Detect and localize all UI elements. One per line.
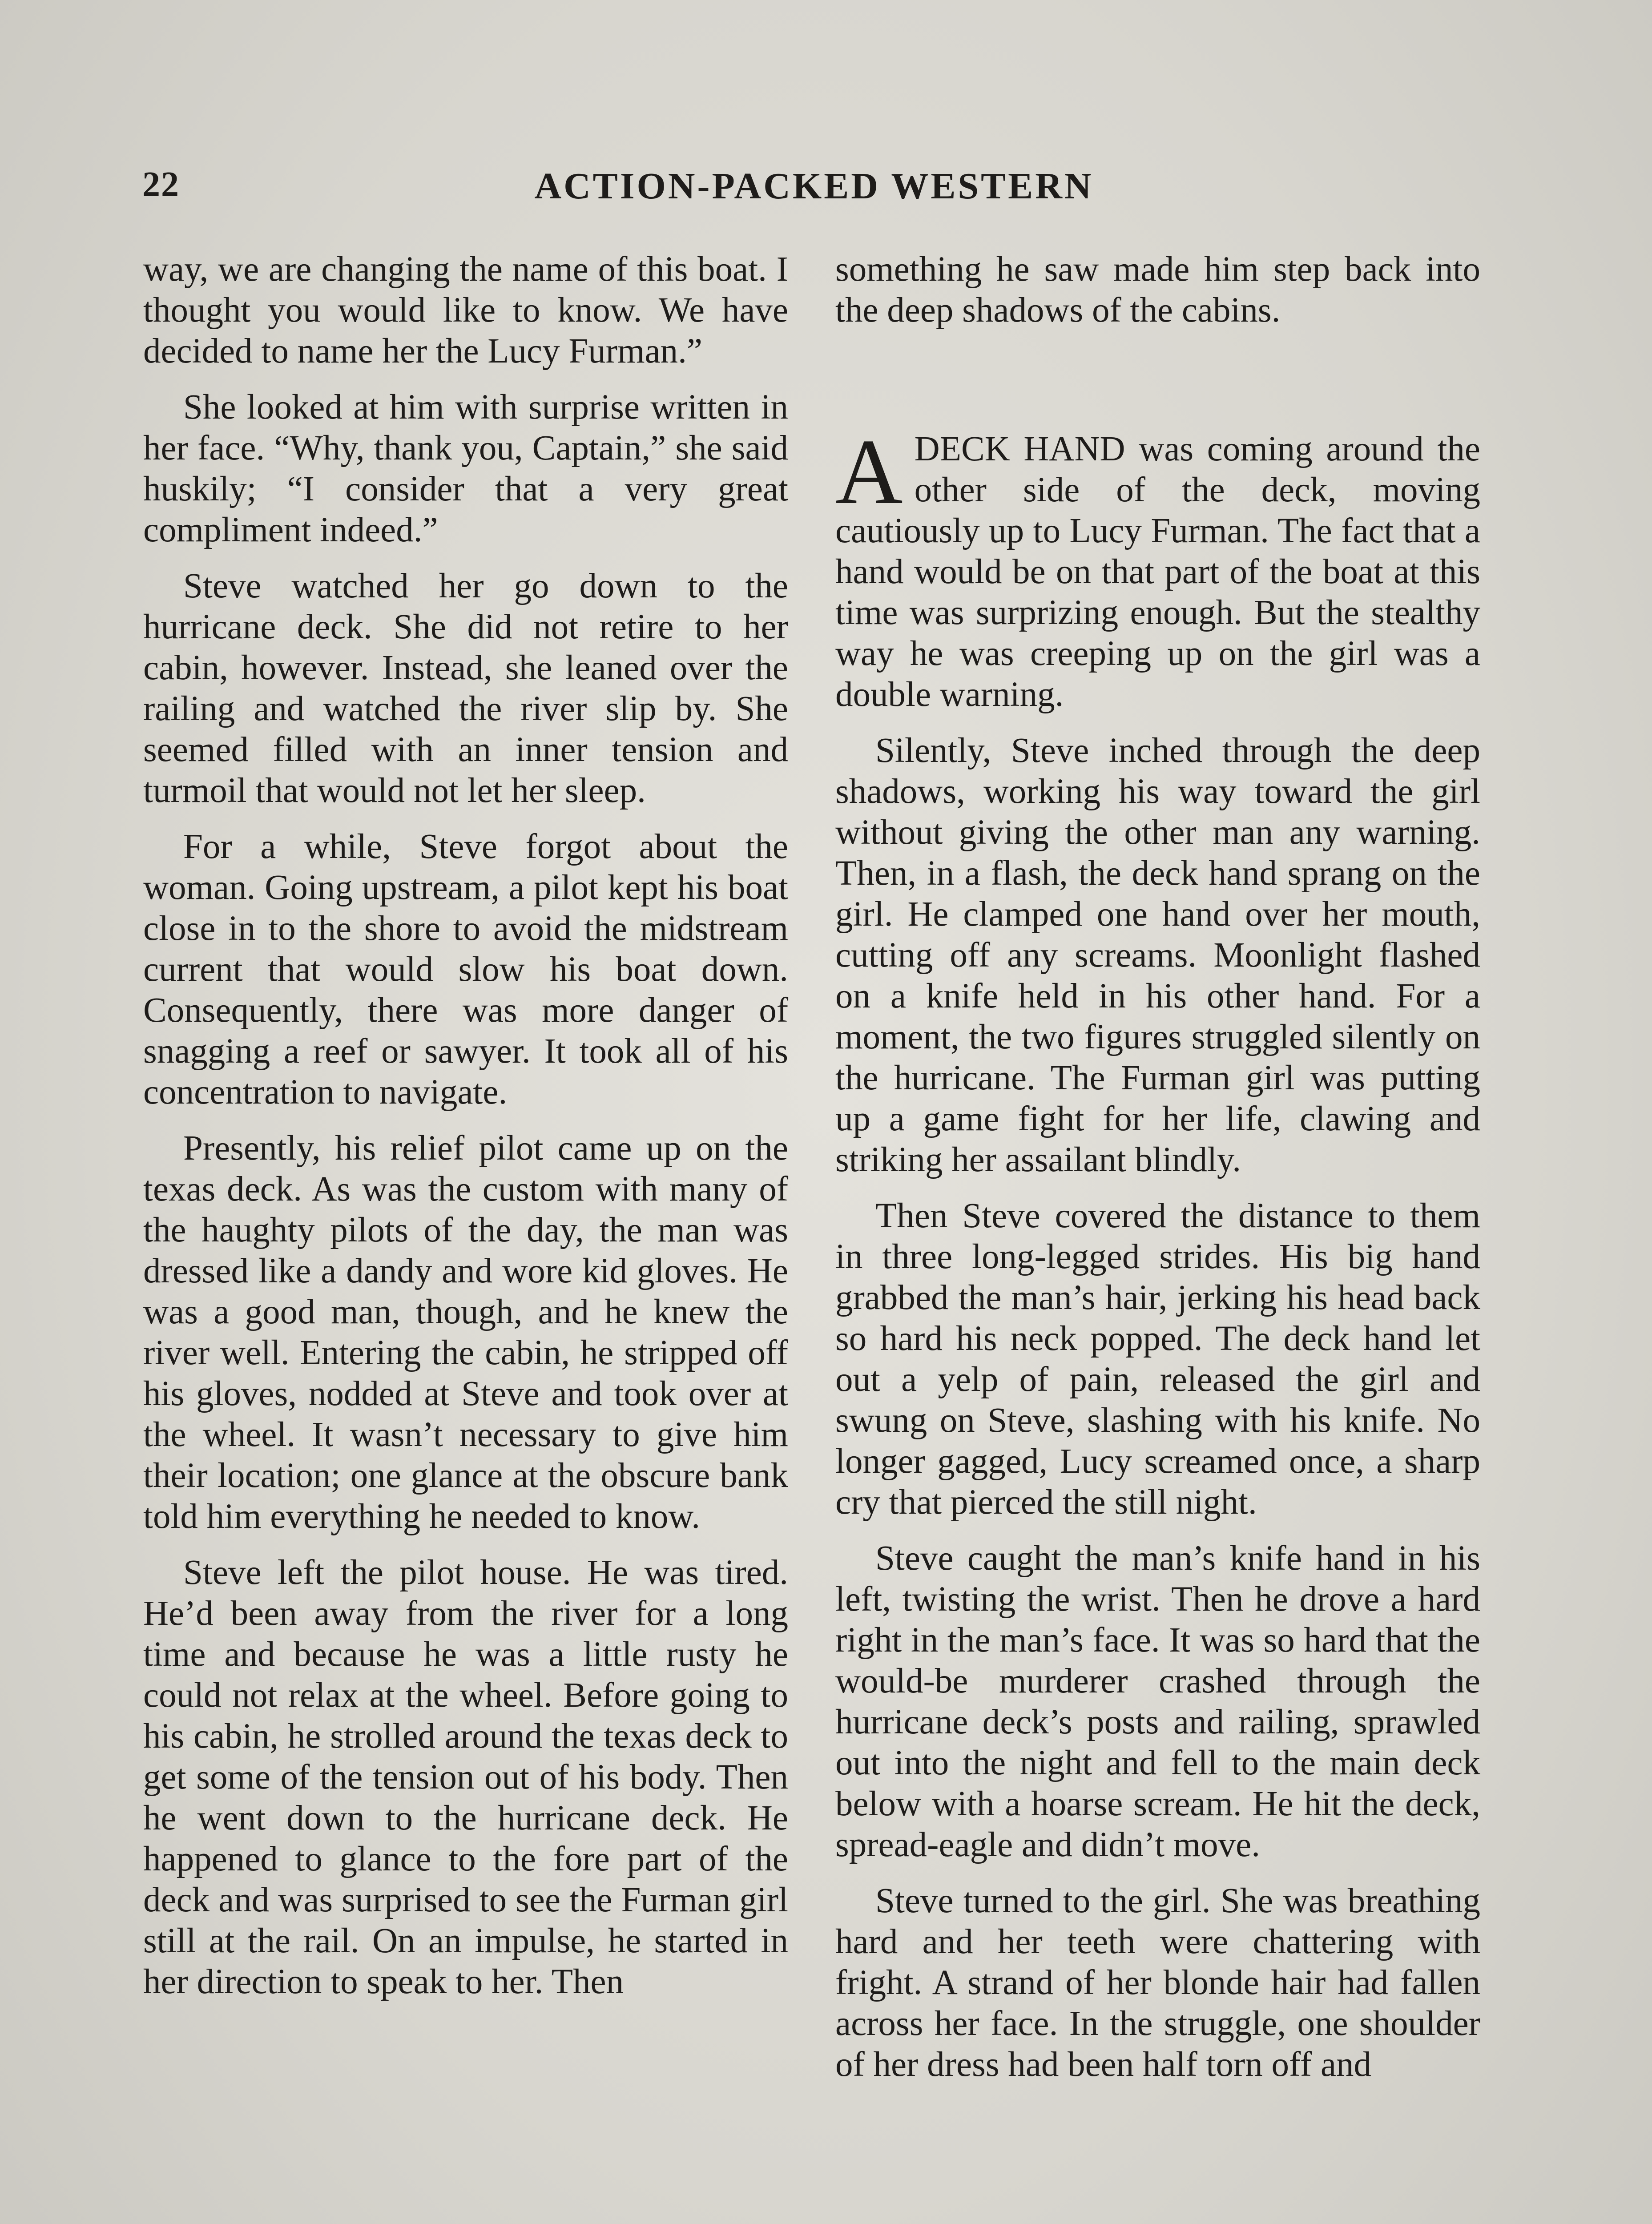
paragraph: Steve watched her go down to the hurricane deck. She did not retire to her cabin, however. Instead, she leaned over the railing and watched the river slip by. She seemed filled with an inner tension and turmoil that would not let her sleep. [143, 567, 788, 810]
paragraph: For a while, Steve forgot about the woman. Going upstream, a pilot kept his boat close in to the shore to avoid the midstream current that would slow his boat down. Consequently, there was more danger of snagging a reef or sawyer. It took all of his concentration to navigate. [143, 827, 788, 1112]
paragraph-continuation: something he saw made him step back into the deep shadows of the cabins. [835, 250, 1480, 330]
left-column [143, 249, 788, 2018]
page-number: 22 [142, 165, 180, 204]
paragraph: Steve caught the man’s knife hand in his left, twisting the wrist. Then he drove a hard right in the man’s face. It was so hard that the would-be murderer crashed through the hurricane deck’s posts and railing, sprawled out into the night and fell to the main deck below with a hoarse scream. He hit the deck, spread-eagle and didn’t move. [835, 1539, 1480, 1864]
paragraph: Steve turned to the girl. She was breathing hard and her teeth were chattering with fright. A strand of her blonde hair had fallen across her face. In the struggle, one shoulder of her dress had been half torn off and [835, 1882, 1480, 2084]
paragraph: Presently, his relief pilot came up on the texas deck. As was the custom with many of the haughty pilots of the day, the man was dressed like a dandy and wore kid gloves. He was a good man, though, and he knew the river well. Entering the cabin, he stripped off his gloves, nodded at Steve and took over at the wheel. It wasn’t necessary to give him their location; one glance at the obscure bank told him everything he needed to know. [143, 1129, 788, 1536]
paragraph: Silently, Steve inched through the deep shadows, working his way toward the girl without giving the other man any warning. Then, in a flash, the deck hand sprang on the girl. He clamped one hand over her mouth, cutting off any screams. Moonlight flashed on a knife held in his other hand. For a moment, the two figures struggled silently on the hurricane. The Furman girl was putting up a game fight for her life, clawing and striking her assailant blindly. [835, 731, 1480, 1179]
page-header [142, 165, 1486, 214]
paragraph: Then Steve covered the distance to them in three long-legged strides. His big hand grabbed the man’s hair, jerking his head back so hard his neck popped. The deck hand let out a yelp of pain, released the girl and swung on Steve, slashing with his knife. No longer gagged, Lucy screamed once, a sharp cry that pierced the still night. [835, 1197, 1480, 1522]
paragraph: way, we are changing the name of this boat. I thought you would like to know. We have decided to name her the Lucy Furman.” [143, 250, 788, 371]
paragraph: She looked at him with surprise written in her face. “Why, thank you, Captain,” she said huskily; “I consider that a very great compliment indeed.” [143, 388, 788, 549]
drop-cap: A [835, 420, 903, 524]
running-head: ACTION-PACKED WESTERN [534, 165, 1094, 207]
paragraph: Steve left the pilot house. He was tired. He’d been away from the river for a long time and because he was a little rusty he could not relax at the wheel. Before going to his cabin, he strolled around the texas deck to get some of the tension out of his body. Then he went down to the hurricane deck. He happened to glance to the fore part of the deck and was surprised to see the Furman girl still at the rail. On an impulse, he started in her direction to speak to her. Then [143, 1553, 788, 2001]
section-opening-paragraph [835, 420, 1480, 715]
drop-cap-paragraph-text: DECK HAND was coming around the other side of the deck, moving cautiously up to Lucy Furman. The fact that a hand would be on that part of the boat at this time was surprizing enough. But the stealthy way he was creeping up on the girl was a double warning. [835, 430, 1480, 714]
right-column [835, 249, 1480, 2100]
